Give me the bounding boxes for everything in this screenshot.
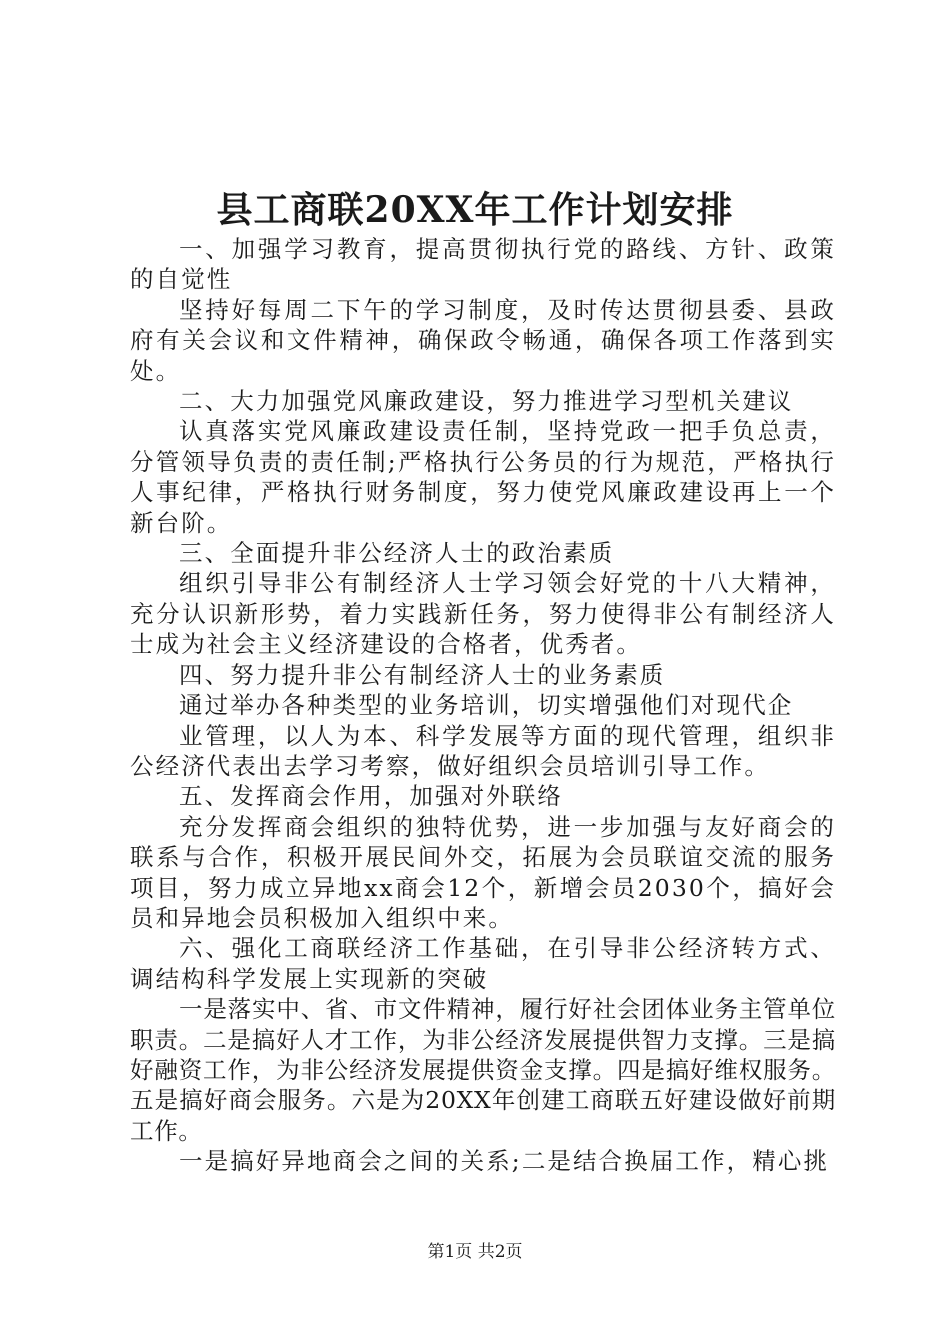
page-number-footer: 第1页 共2页 [427, 1242, 523, 1262]
body-paragraph: 坚持好每周二下午的学习制度，及时传达贯彻县委、县政府有关会议和文件精神，确保政令畅通，确保各项工作落到实处。 [130, 295, 836, 385]
document-body [130, 234, 836, 1177]
body-paragraph: 一是搞好异地商会之间的关系;二是结合换届工作，精心挑 [179, 1147, 830, 1176]
section-heading-5: 五、发挥商会作用，加强对外联络 [179, 782, 563, 811]
section-heading-4: 四、努力提升非公有制经济人士的业务素质 [179, 660, 666, 689]
section-heading-6: 六、强化工商联经济工作基础，在引导非公经济转方式、调结构科学发展上实现新的突破 [130, 934, 836, 993]
document-title: 县工商联20XX年工作计划安排 [216, 189, 734, 231]
section-heading-1: 一、加强学习教育，提高贯彻执行党的路线、方针、政策的自觉性 [130, 235, 836, 294]
body-paragraph: 业管理，以人为本、科学发展等方面的现代管理，组织非公经济代表出去学习考察，做好组织会员培训引导工作。 [130, 721, 836, 780]
body-paragraph: 充分发挥商会组织的独特优势，进一步加强与友好商会的联系与合作，积极开展民间外交，拓展为会员联谊交流的服务项目，努力成立异地xx商会12个，新增会员2030个，搞好会员和异地会员积极加入组织中来。 [130, 812, 836, 932]
section-heading-2: 二、大力加强党风廉政建设，努力推进学习型机关建议 [179, 387, 794, 416]
body-paragraph: 组织引导非公有制经济人士学习领会好党的十八大精神，充分认识新形势，着力实践新任务，努力使得非公有制经济人士成为社会主义经济建设的合格者，优秀者。 [130, 569, 836, 659]
body-paragraph: 通过举办各种类型的业务培训，切实增强他们对现代企 [179, 691, 794, 720]
body-paragraph: 一是落实中、省、市文件精神，履行好社会团体业务主管单位职责。二是搞好人才工作，为非公经济发展提供智力支撑。三是搞好融资工作，为非公经济发展提供资金支撑。四是搞好维权服务。五是搞好商会服务。六是为20XX年创建工商联五好建设做好前期工作。 [130, 995, 836, 1145]
section-heading-3: 三、全面提升非公经济人士的政治素质 [179, 539, 615, 568]
body-paragraph: 认真落实党风廉政建设责任制，坚持党政一把手负总责，分管领导负责的责任制;严格执行公务员的行为规范，严格执行人事纪律，严格执行财务制度，努力使党风廉政建设再上一个新台阶。 [130, 417, 836, 537]
